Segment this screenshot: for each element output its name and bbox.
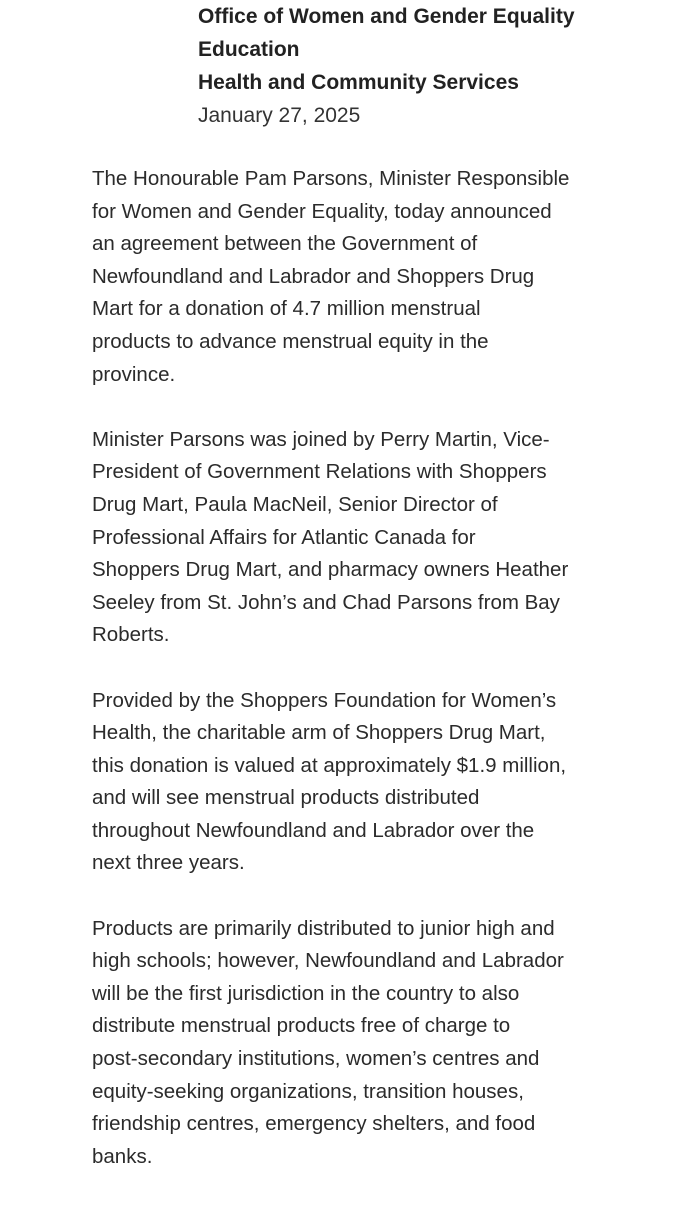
paragraph-line: Provided by the Shoppers Foundation for Women’s [92, 688, 557, 712]
paragraph [92, 685, 672, 881]
paragraph-line: Professional Affairs for Atlantic Canada for [92, 525, 476, 549]
paragraph-line: products to advance menstrual equity in the [92, 329, 489, 353]
paragraph-line: high schools; however, Newfoundland and Labrador [92, 949, 564, 973]
paragraph-line: The Honourable Pam Parsons, Minister Responsible [92, 167, 570, 190]
paragraph-line: an agreement between the Government of [92, 232, 478, 256]
paragraph [92, 163, 672, 391]
paragraph-line: throughout Newfoundland and Labrador over the [92, 818, 535, 842]
paragraph-line: distribute menstrual products free of charge to [92, 1014, 511, 1038]
paragraph-line: equity-seeking organizations, transition houses, [92, 1079, 524, 1103]
paragraph-line: Newfoundland and Labrador and Shoppers Drug [92, 264, 535, 288]
release-body [92, 163, 672, 1206]
paragraph [92, 913, 672, 1174]
paragraph-line: Shoppers Drug Mart, and pharmacy owners Heather [92, 558, 569, 582]
paragraph-line: Drug Mart, Paula MacNeil, Senior Director of [92, 492, 498, 516]
paragraph [92, 424, 672, 652]
paragraph-line: Mart for a donation of 4.7 million menstrual [92, 297, 481, 321]
release-date: January 27, 2025 [198, 104, 361, 127]
paragraph-line: for Women and Gender Equality, today announced [92, 199, 552, 223]
paragraph-line: post-secondary institutions, women’s centres and [92, 1047, 540, 1071]
paragraph-line: Health, the charitable arm of Shoppers Drug Mart, [92, 721, 546, 745]
paragraph-line: this donation is valued at approximately $1.9 million, [92, 753, 567, 777]
paragraph-line: next three years. [92, 851, 245, 875]
department-name: Health and Community Services [198, 71, 519, 94]
release-header [198, 0, 668, 132]
paragraph-line: banks. [92, 1144, 153, 1168]
paragraph-line: Seeley from St. John’s and Chad Parsons from Bay [92, 590, 560, 614]
paragraph-line: Roberts. [92, 623, 170, 647]
paragraph-line: Products are primarily distributed to junior high and [92, 916, 555, 940]
department-name: Education [198, 38, 300, 61]
department-name: Office of Women and Gender Equality [198, 5, 575, 28]
paragraph-line: friendship centres, emergency shelters, and food [92, 1112, 536, 1136]
paragraph-line: will be the first jurisdiction in the country to also [92, 981, 520, 1005]
paragraph-line: and will see menstrual products distributed [92, 786, 480, 810]
paragraph-line: Minister Parsons was joined by Perry Martin, Vice- [92, 427, 550, 451]
paragraph-line: province. [92, 362, 176, 386]
paragraph-line: President of Government Relations with Shoppers [92, 460, 547, 484]
